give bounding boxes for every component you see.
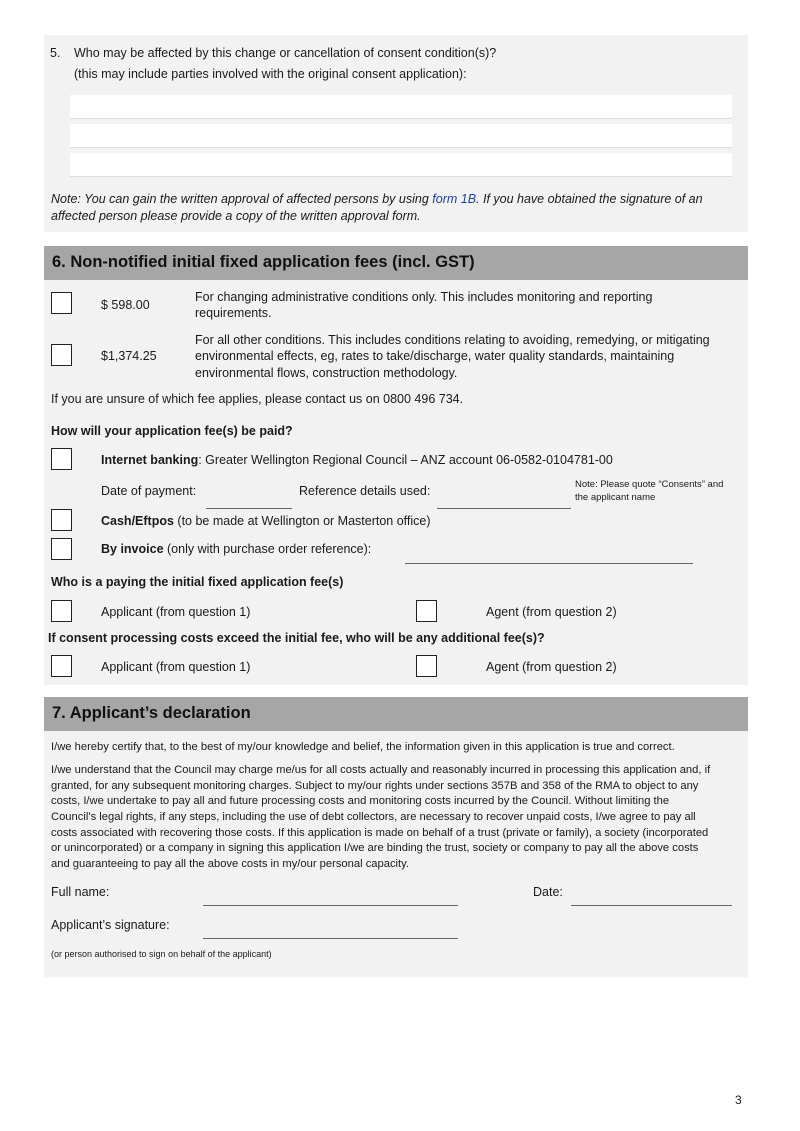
declaration-text: I/we understand that the Council may charge me/us for all costs actually and reasonably incurred in processing this application and, if: [51, 764, 711, 776]
note-text: Note: You can gain the written approval of affected persons by using: [51, 192, 433, 206]
fee-description: For all other conditions. This includes conditions relating to avoiding, remedying, or mitigating: [195, 333, 710, 347]
invoice-option: [101, 542, 371, 556]
signature-field[interactable]: [203, 938, 458, 939]
full-name-field[interactable]: [203, 905, 458, 906]
page-number: 3: [735, 1093, 742, 1107]
date-of-payment-field[interactable]: [206, 508, 292, 509]
reference-field[interactable]: [437, 508, 571, 509]
who-pays-heading: Who is a paying the initial fixed application fee(s): [51, 575, 344, 589]
internet-banking-checkbox[interactable]: [51, 448, 72, 470]
section-6-title: 6. Non-notified initial fixed application fees (incl. GST): [52, 253, 475, 271]
agent-label: Agent (from question 2): [486, 605, 617, 619]
fee-description: For changing administrative conditions only. This includes monitoring and reporting: [195, 290, 653, 304]
note-text: . If you have obtained the signature of an: [476, 192, 703, 206]
cash-eftpos-option: [101, 514, 431, 528]
q5-note-line2: affected person please provide a copy of the written approval form.: [51, 209, 421, 223]
date-field[interactable]: [571, 905, 732, 906]
internet-banking-details: : Greater Wellington Regional Council – ANZ account 06-0582-0104781-00: [198, 453, 613, 467]
declaration-text: granted, for any subsequent monitoring charges. Subject to my/our rights under sections 357B and 358 of the RMA to object to any: [51, 780, 699, 792]
q5-number: 5.: [50, 46, 61, 60]
how-paid-heading: How will your application fee(s) be paid?: [51, 424, 293, 438]
declaration-text: Council’s legal rights, if any steps, including the use of debt collectors, are necessary to recover unpaid costs, I/we agree to pay all: [51, 811, 696, 823]
section-7-header: [44, 697, 748, 731]
fee-description: environmental effects, eg, rates to take/discharge, water quality standards, maintaining: [195, 349, 675, 363]
cash-label: Cash/Eftpos: [101, 514, 174, 528]
applicant-label: Applicant (from question 1): [101, 660, 251, 674]
applicant-label: Applicant (from question 1): [101, 605, 251, 619]
form-1b-link[interactable]: form 1B: [432, 192, 477, 206]
section-6-header: [44, 246, 748, 280]
signature-label: Applicant’s signature:: [51, 918, 170, 932]
q5-subtext: (this may include parties involved with the original consent application):: [74, 67, 467, 81]
declaration-text: or unincorporated) or a company in signing this application I/we are binding the trust, society or company to pay all the above costs: [51, 842, 699, 854]
reference-note: Note: Please quote “Consents” and: [575, 479, 724, 490]
date-of-payment-label: Date of payment:: [101, 484, 197, 498]
declaration-text: costs associated with recovering those costs. If this application is made on behalf of a trust (private or family), a society (incorporated: [51, 827, 709, 839]
invoice-details: (only with purchase order reference):: [163, 542, 372, 556]
additional-fees-heading: If consent processing costs exceed the initial fee, who will be any additional fee(s)?: [48, 631, 545, 645]
agent-label: Agent (from question 2): [486, 660, 617, 674]
purchase-order-field[interactable]: [405, 563, 693, 564]
reference-note: the applicant name: [575, 492, 656, 503]
additional-fee-applicant-checkbox[interactable]: [51, 655, 72, 677]
q5-note: [51, 192, 703, 206]
signature-note: (or person authorised to sign on behalf of the applicant): [51, 949, 272, 959]
declaration-text: costs, I/we undertake to pay all and future processing costs and monitoring costs incurred by the Council. Without limiting the: [51, 795, 670, 807]
initial-fee-applicant-checkbox[interactable]: [51, 600, 72, 622]
fee-amount: $1,374.25: [101, 349, 157, 363]
affected-parties-input-3[interactable]: [70, 153, 732, 177]
affected-parties-input-2[interactable]: [70, 124, 732, 148]
declaration-certify: I/we hereby certify that, to the best of my/our knowledge and belief, the information given in this application is true and correct.: [51, 741, 675, 753]
cash-details: (to be made at Wellington or Masterton office): [173, 514, 431, 528]
fee-amount: $ 598.00: [101, 298, 150, 312]
invoice-checkbox[interactable]: [51, 538, 72, 560]
invoice-label: By invoice: [101, 542, 164, 556]
initial-fee-agent-checkbox[interactable]: [416, 600, 437, 622]
affected-parties-input-1[interactable]: [70, 95, 732, 119]
declaration-text: and guaranteeing to pay all the above costs in my/our personal capacity.: [51, 858, 410, 870]
internet-banking-option: [101, 453, 613, 467]
date-label: Date:: [533, 885, 563, 899]
fee-1374-checkbox[interactable]: [51, 344, 72, 366]
fee-598-checkbox[interactable]: [51, 292, 72, 314]
fee-description: environmental flows, construction methodology.: [195, 366, 458, 380]
reference-label: Reference details used:: [299, 484, 431, 498]
fee-unsure-text: If you are unsure of which fee applies, please contact us on 0800 496 734.: [51, 392, 464, 406]
q5-question: Who may be affected by this change or cancellation of consent condition(s)?: [74, 46, 497, 60]
fee-description: requirements.: [195, 306, 272, 320]
internet-banking-label: Internet banking: [101, 453, 199, 467]
full-name-label: Full name:: [51, 885, 110, 899]
section-7-title: 7. Applicant’s declaration: [52, 704, 251, 722]
cash-eftpos-checkbox[interactable]: [51, 509, 72, 531]
additional-fee-agent-checkbox[interactable]: [416, 655, 437, 677]
